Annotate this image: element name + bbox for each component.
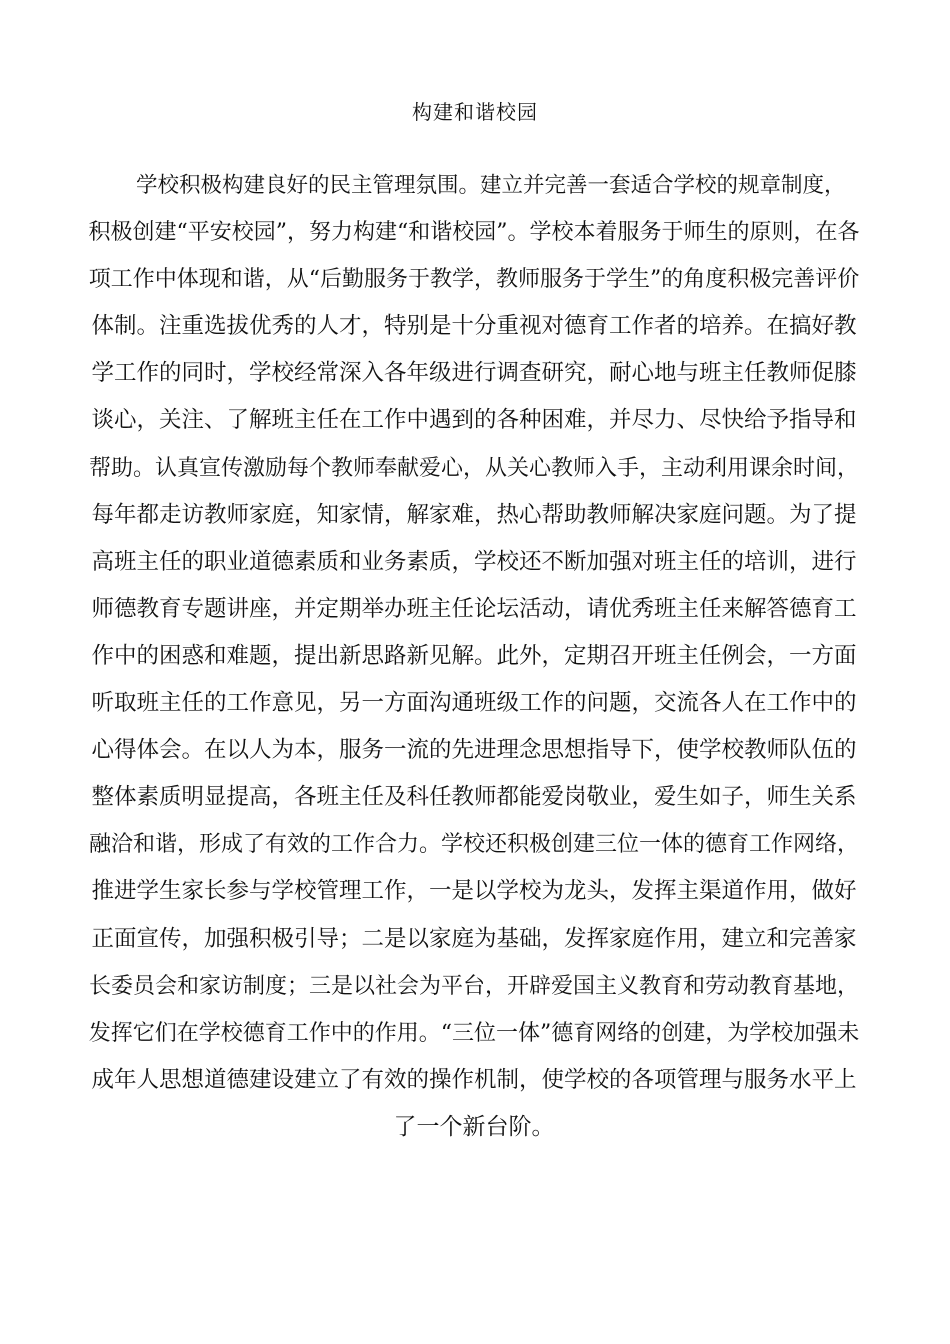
- body-line: 帮助。认真宣传激励每个教师奉献爱心，从关心教师入手，主动利用课余时间，: [88, 455, 859, 481]
- body-line: 高班主任的职业道德素质和业务素质，学校还不断加强对班主任的培训，进行: [91, 548, 857, 575]
- body-line: 成年人思想道德建设建立了有效的操作机制，使学校的各项管理与服务水平上: [91, 1066, 857, 1093]
- body-line: 融洽和谐，形成了有效的工作合力。学校还积极创建三位一体的德育工作网络，: [88, 832, 859, 858]
- body-line: 学校积极构建良好的民主管理氛围。建立并完善一套适合学校的规章制度，: [136, 173, 846, 198]
- body-line: 心得体会。在以人为本，服务一流的先进理念思想指导下，使学校教师队伍的: [91, 737, 857, 764]
- document-body: [88, 162, 860, 1151]
- body-line: 项工作中体现和谐，从“后勤服务于教学，教师服务于学生”的角度积极完善评价: [88, 267, 860, 293]
- body-line: 作中的困惑和难题，提出新思路新见解。此外，定期召开班主任例会，一方面: [91, 642, 857, 669]
- body-line: 师德教育专题讲座，并定期举办班主任论坛活动，请优秀班主任来解答德育工: [91, 595, 857, 622]
- body-line: 发挥它们在学校德育工作中的作用。“三位一体”德育网络的创建，为学校加强未: [88, 1020, 860, 1046]
- body-line: 整体素质明显提高，各班主任及科任教师都能爱岗敬业，爱生如子，师生关系: [91, 784, 857, 811]
- document-title: 构建和谐校园: [412, 100, 538, 124]
- body-line: 学工作的同时，学校经常深入各年级进行调查研究，耐心地与班主任教师促膝: [91, 360, 857, 387]
- body-line: 体制。注重选拔优秀的人才，特别是十分重视对德育工作者的培养。在搞好教: [91, 313, 857, 340]
- body-line: 听取班主任的工作意见，另一方面沟通班级工作的问题，交流各人在工作中的: [91, 690, 857, 717]
- body-line: 了一个新台阶。: [393, 1113, 555, 1140]
- body-line: 正面宣传，加强积极引导；二是以家庭为基础，发挥家庭作用，建立和完善家: [91, 925, 857, 952]
- body-line: 谈心，关注、了解班主任在工作中遇到的各种困难，并尽力、尽快给予指导和: [91, 407, 857, 434]
- body-line: 长委员会和家访制度；三是以社会为平台，开辟爱国主义教育和劳动教育基地，: [88, 973, 859, 999]
- body-line: 积极创建“平安校园”，努力构建“和谐校园”。学校本着服务于师生的原则，在各: [88, 220, 860, 246]
- body-line: 每年都走访教师家庭，知家情，解家难，热心帮助教师解决家庭问题。为了提: [91, 501, 857, 528]
- body-line: 推进学生家长参与学校管理工作，一是以学校为龙头，发挥主渠道作用，做好: [91, 878, 857, 905]
